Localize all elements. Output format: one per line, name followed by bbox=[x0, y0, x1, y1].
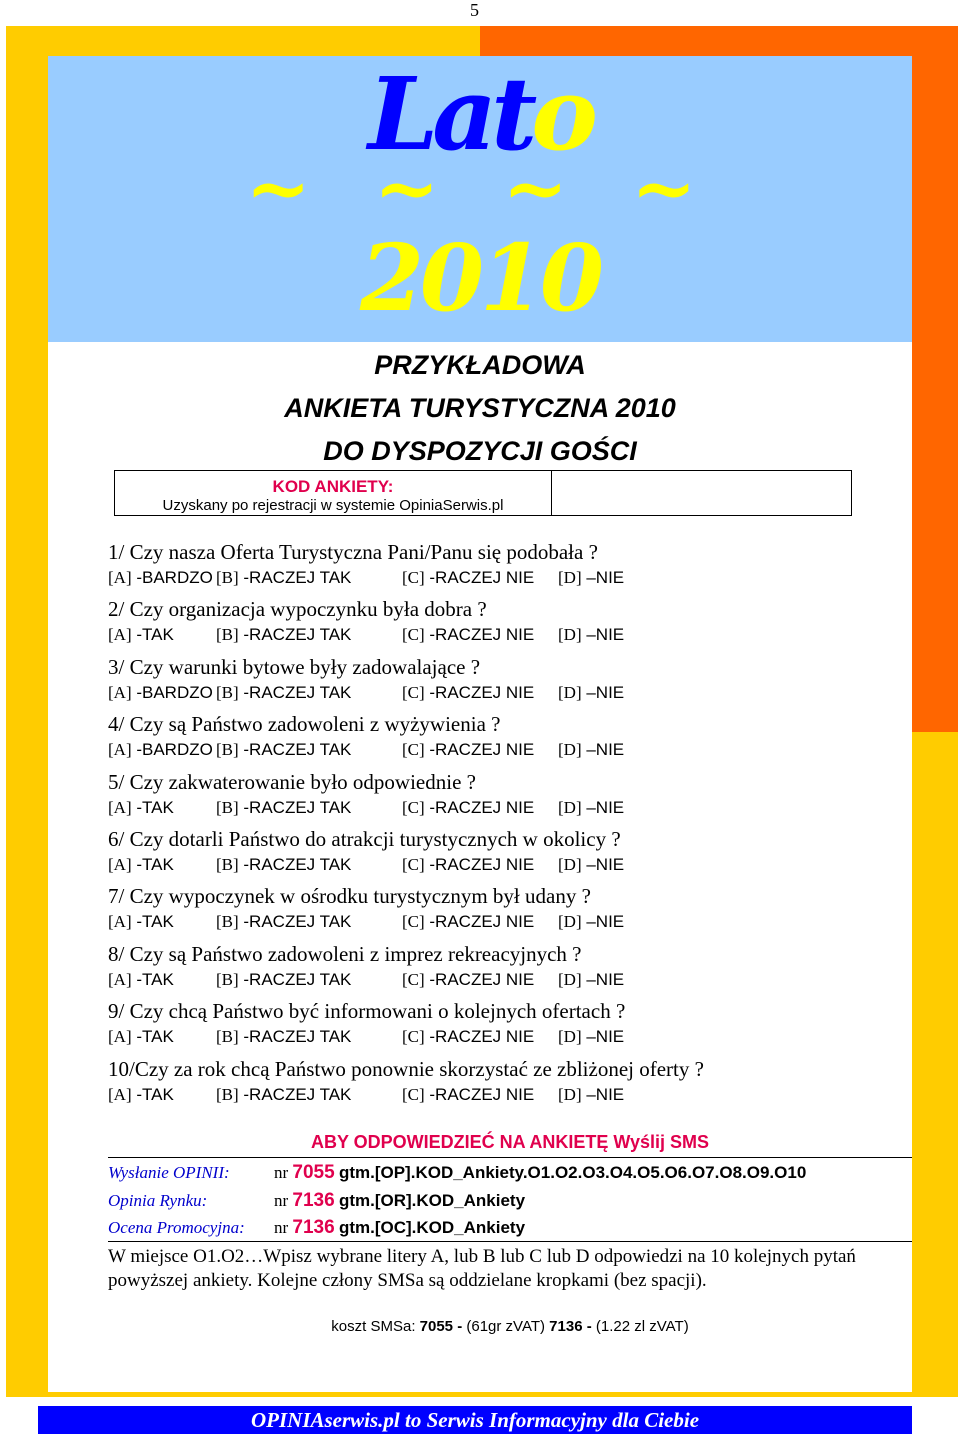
answer-label: -RACZEJ NIE bbox=[424, 1084, 535, 1104]
survey-code-note: Uzyskany po rejestracji w systemie OpiniaSerwis.pl bbox=[162, 497, 504, 514]
answer-label: -RACZEJ TAK bbox=[238, 1084, 352, 1104]
cost-number-1: 7055 - bbox=[419, 1318, 463, 1335]
answer-option-c bbox=[402, 970, 534, 990]
answer-option-c bbox=[402, 683, 534, 703]
answer-label: –NIE bbox=[581, 969, 625, 989]
answer-label: –NIE bbox=[581, 855, 625, 874]
sms-number: 7055 bbox=[292, 1162, 335, 1183]
answer-key: [D] bbox=[558, 1084, 582, 1104]
instructions-text: W miejsce O1.O2…Wpisz wybrane litery A, lub B lub C lub D odpowiedzi na 10 kolejnych pytań powyższej ankiety. Kolejne człony SMSa są oddzielane kropkami (bez spacji). bbox=[108, 1246, 856, 1291]
answer-option-d bbox=[558, 798, 624, 818]
answer-label: -RACZEJ NIE bbox=[424, 969, 535, 989]
answer-label: -TAK bbox=[131, 1084, 174, 1104]
sms-code: gtm.[OC].KOD_Ankiety bbox=[338, 1218, 526, 1237]
sms-code: gtm.[OP].KOD_Ankiety.O1.O2.O3.O4.O5.O6.O7.O8.O9.O10 bbox=[338, 1163, 807, 1182]
answer-key: [A] bbox=[108, 969, 132, 989]
question-text: 2/ Czy organizacja wypoczynku była dobra ? bbox=[108, 597, 487, 622]
answer-label: -RACZEJ NIE bbox=[424, 1027, 535, 1047]
sms-call-to-action: ABY ODPOWIEDZIEĆ NA ANKIETĘ Wyślij SMS bbox=[310, 1132, 710, 1152]
answer-option-a bbox=[108, 798, 174, 818]
answer-key: [A] bbox=[108, 1084, 132, 1104]
answer-option-d bbox=[558, 1027, 624, 1047]
answer-key: [B] bbox=[216, 682, 239, 702]
question-text: 7/ Czy wypoczynek w ośrodku turystycznym był udany ? bbox=[108, 884, 591, 909]
answer-option-b bbox=[216, 625, 351, 645]
answer-option-b bbox=[216, 683, 351, 703]
answer-key: [C] bbox=[402, 740, 425, 760]
answer-label: -RACZEJ NIE bbox=[424, 912, 535, 932]
answer-label: -TAK bbox=[131, 797, 174, 817]
answer-option-d bbox=[558, 683, 624, 703]
answer-key: [A] bbox=[108, 682, 132, 702]
sms-row-promo bbox=[108, 1217, 525, 1239]
survey-code-box bbox=[114, 470, 852, 516]
answer-key: [D] bbox=[558, 568, 582, 587]
answer-key: [B] bbox=[216, 625, 239, 645]
answer-option-d bbox=[558, 970, 624, 990]
answer-option-c bbox=[402, 912, 534, 932]
answer-key: [A] bbox=[108, 740, 132, 760]
sms-cost bbox=[0, 1318, 960, 1335]
answer-key: [C] bbox=[402, 912, 425, 932]
answer-option-a bbox=[108, 625, 174, 645]
answer-label: -RACZEJ TAK bbox=[238, 682, 352, 702]
answer-label: -BARDZO bbox=[131, 682, 213, 702]
divider-line bbox=[108, 1157, 912, 1158]
answer-label: -RACZEJ NIE bbox=[424, 682, 535, 702]
answer-label: –NIE bbox=[581, 797, 625, 817]
answer-option-a bbox=[108, 568, 213, 588]
divider-line bbox=[108, 1241, 912, 1242]
question-text: 5/ Czy zakwaterowanie było odpowiednie ? bbox=[108, 769, 476, 794]
answer-key: [C] bbox=[402, 1027, 425, 1047]
footer-banner: OPINIAserwis.pl to Serwis Informacyjny dla Ciebie bbox=[38, 1406, 912, 1434]
tilde-decoration: ~ ~ ~ ~ bbox=[245, 143, 715, 234]
answer-option-b bbox=[216, 1085, 351, 1105]
answer-key: [C] bbox=[402, 568, 425, 587]
answer-option-b bbox=[216, 568, 351, 588]
sms-label: Wysłanie OPINII: bbox=[108, 1163, 230, 1182]
cost-number-2: 7136 - bbox=[549, 1318, 592, 1335]
year-title: 2010 bbox=[359, 224, 601, 332]
sms-nr: nr bbox=[274, 1191, 289, 1210]
question-text: 3/ Czy warunki bytowe były zadowalające ? bbox=[108, 654, 481, 679]
answer-key: [B] bbox=[216, 1084, 239, 1104]
answer-label: –NIE bbox=[581, 682, 625, 702]
answer-key: [B] bbox=[216, 912, 239, 932]
answer-option-a bbox=[108, 740, 213, 760]
answer-key: [C] bbox=[402, 625, 425, 645]
answer-option-a bbox=[108, 970, 174, 990]
cost-price-1: (61gr zVAT) bbox=[462, 1318, 550, 1335]
sms-label: Ocena Promocyjna: bbox=[108, 1218, 245, 1237]
answer-key: [D] bbox=[558, 797, 582, 817]
cost-prefix: koszt SMSa: bbox=[331, 1318, 420, 1335]
answer-key: [D] bbox=[558, 855, 582, 874]
question-text: 1/ Czy nasza Oferta Turystyczna Pani/Panu się podobała ? bbox=[108, 540, 598, 564]
answer-option-b bbox=[216, 740, 351, 760]
answer-label: -TAK bbox=[131, 1027, 174, 1047]
answer-label: -RACZEJ NIE bbox=[424, 568, 535, 587]
question-text: 8/ Czy są Państwo zadowoleni z imprez rekreacyjnych ? bbox=[108, 941, 582, 966]
page-number: 5 bbox=[470, 0, 479, 20]
sms-nr: nr bbox=[274, 1218, 289, 1237]
answer-option-b bbox=[216, 855, 351, 875]
answer-label: -RACZEJ TAK bbox=[238, 797, 352, 817]
answer-label: -RACZEJ TAK bbox=[238, 625, 352, 645]
answer-option-a bbox=[108, 683, 213, 703]
answer-option-d bbox=[558, 855, 624, 875]
answer-label: –NIE bbox=[581, 740, 625, 760]
answer-option-c bbox=[402, 855, 534, 875]
sms-code: gtm.[OR].KOD_Ankiety bbox=[338, 1191, 526, 1210]
answer-label: -BARDZO bbox=[131, 740, 213, 760]
answer-key: [B] bbox=[216, 568, 239, 587]
answer-option-c bbox=[402, 740, 534, 760]
answer-label: -RACZEJ TAK bbox=[238, 568, 352, 587]
answer-key: [A] bbox=[108, 912, 132, 932]
cost-price-2: (1.22 zl zVAT) bbox=[591, 1318, 689, 1335]
answer-option-a bbox=[108, 912, 174, 932]
answer-label: -RACZEJ TAK bbox=[238, 740, 352, 760]
answer-key: [C] bbox=[402, 682, 425, 702]
answer-option-b bbox=[216, 798, 351, 818]
answer-option-c bbox=[402, 1027, 534, 1047]
answer-key: [A] bbox=[108, 625, 132, 645]
answer-option-a bbox=[108, 855, 174, 875]
answer-option-a bbox=[108, 1027, 174, 1047]
answer-key: [B] bbox=[216, 855, 239, 874]
answer-key: [B] bbox=[216, 740, 239, 760]
answer-key: [C] bbox=[402, 1084, 425, 1104]
answer-key: [C] bbox=[402, 797, 425, 817]
answer-label: –NIE bbox=[581, 1084, 625, 1104]
sms-number: 7136 bbox=[292, 1217, 335, 1238]
answer-option-b bbox=[216, 1027, 351, 1047]
answer-label: -RACZEJ NIE bbox=[424, 797, 535, 817]
answer-key: [D] bbox=[558, 682, 582, 702]
answer-key: [A] bbox=[108, 855, 132, 874]
answer-label: –NIE bbox=[581, 568, 625, 587]
sms-row-market bbox=[108, 1190, 525, 1212]
answer-key: [D] bbox=[558, 912, 582, 932]
answer-label: -TAK bbox=[131, 625, 174, 645]
answer-option-d bbox=[558, 740, 624, 760]
answer-label: –NIE bbox=[581, 912, 625, 932]
sms-nr: nr bbox=[274, 1163, 289, 1182]
answer-key: [A] bbox=[108, 1027, 132, 1047]
answer-option-c bbox=[402, 625, 534, 645]
answer-label: -RACZEJ NIE bbox=[424, 740, 535, 760]
sms-number: 7136 bbox=[292, 1190, 335, 1211]
answer-key: [D] bbox=[558, 1027, 582, 1047]
answer-key: [B] bbox=[216, 1027, 239, 1047]
survey-code-divider bbox=[551, 471, 552, 515]
answer-label: –NIE bbox=[581, 1027, 625, 1047]
question-text: 6/ Czy dotarli Państwo do atrakcji turystycznych w okolicy ? bbox=[108, 827, 621, 851]
answer-key: [B] bbox=[216, 797, 239, 817]
answer-key: [C] bbox=[402, 969, 425, 989]
answer-key: [A] bbox=[108, 797, 132, 817]
question-text: 4/ Czy są Państwo zadowoleni z wyżywienia ? bbox=[108, 712, 501, 737]
answer-label: -RACZEJ TAK bbox=[238, 969, 352, 989]
answer-label: -RACZEJ NIE bbox=[424, 855, 535, 874]
answer-label: -RACZEJ NIE bbox=[424, 625, 535, 645]
question-text: 10/Czy za rok chcą Państwo ponownie skorzystać ze zbliżonej oferty ? bbox=[108, 1056, 704, 1081]
answer-key: [D] bbox=[558, 625, 582, 645]
answer-label: -RACZEJ TAK bbox=[238, 912, 352, 932]
answer-key: [D] bbox=[558, 969, 582, 989]
answer-key: [B] bbox=[216, 969, 239, 989]
sms-label: Opinia Rynku: bbox=[108, 1191, 208, 1210]
answer-key: [D] bbox=[558, 740, 582, 760]
question-text: 9/ Czy chcą Państwo być informowani o kolejnych ofertach ? bbox=[108, 999, 626, 1024]
answer-option-a bbox=[108, 1085, 174, 1105]
answer-label: -BARDZO bbox=[131, 568, 213, 587]
sms-row-opinion bbox=[108, 1162, 806, 1184]
answer-option-c bbox=[402, 568, 534, 588]
answer-option-c bbox=[402, 1085, 534, 1105]
survey-code-label: KOD ANKIETY: bbox=[272, 477, 394, 496]
answer-option-d bbox=[558, 625, 624, 645]
title-line-1: PRZYKŁADOWA bbox=[374, 350, 586, 380]
answer-label: –NIE bbox=[581, 625, 625, 645]
answer-key: [C] bbox=[402, 855, 425, 874]
answer-label: -TAK bbox=[131, 855, 174, 874]
answer-option-d bbox=[558, 912, 624, 932]
lato-title-blue: Lat bbox=[367, 55, 532, 173]
answer-key: [A] bbox=[108, 568, 132, 587]
title-line-3: DO DYSPOZYCJI GOŚCI bbox=[323, 436, 637, 466]
lato-title-yellow: o bbox=[531, 55, 592, 173]
answer-option-b bbox=[216, 970, 351, 990]
answer-label: -RACZEJ TAK bbox=[238, 1027, 352, 1047]
answer-label: -RACZEJ TAK bbox=[238, 855, 352, 874]
answer-option-d bbox=[558, 568, 624, 588]
answer-option-c bbox=[402, 798, 534, 818]
answer-label: -TAK bbox=[131, 969, 174, 989]
answer-option-b bbox=[216, 912, 351, 932]
answer-label: -TAK bbox=[131, 912, 174, 932]
title-line-2: ANKIETA TURYSTYCZNA 2010 bbox=[284, 393, 676, 423]
answer-option-d bbox=[558, 1085, 624, 1105]
